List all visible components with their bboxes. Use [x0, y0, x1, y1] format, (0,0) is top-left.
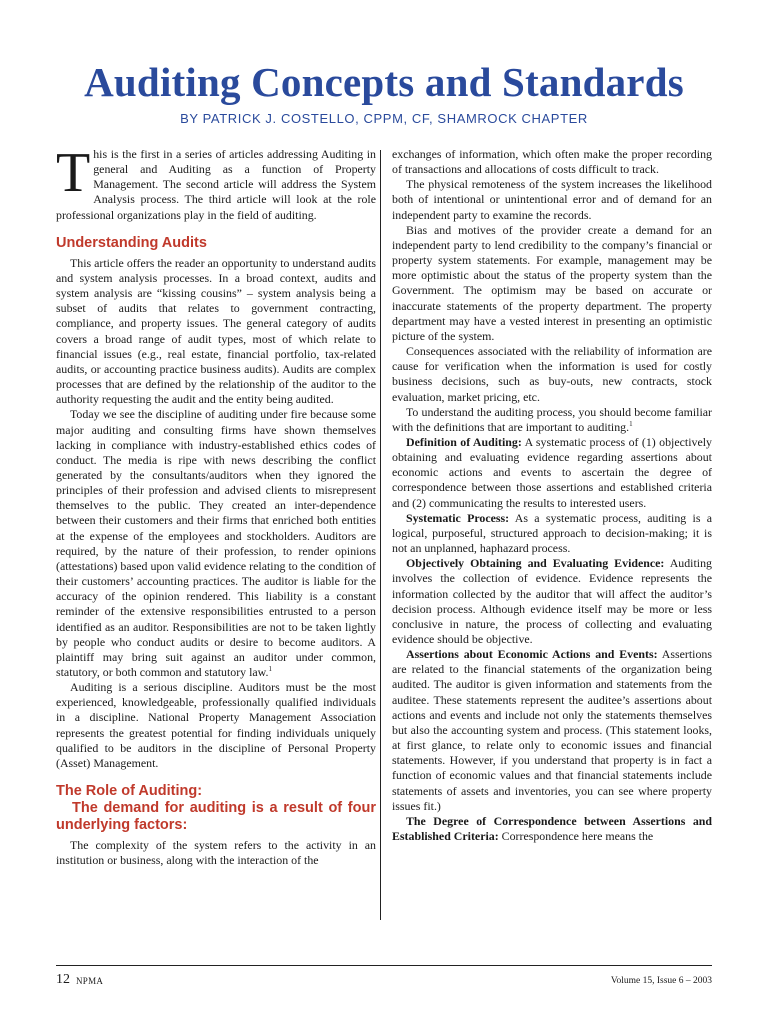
paragraph — [392, 405, 712, 435]
volume-issue: Volume 15, Issue 6 – 2003 — [610, 976, 712, 986]
paragraph: exchanges of information, which often make the proper recording of transactions and allocations of costs difficult to track. — [392, 147, 712, 177]
paragraph — [56, 407, 376, 680]
paragraph: This article offers the reader an opportunity to understand audits and system analysis processes. In a broad context, audits and system analysis are “kissing cousins” – system analysis being a subset of audits that relates to government contracting, compliance, and property issues. The general category of audits covers a broad range of audit types, most of which relate to financial issues (e.g., real estate, financial portfolio, tax-related audits, or accounting practice business audits). Audits are complex processes that are defined by the relationship of the auditor to the authority requesting the audit and the entity being audited. — [56, 255, 376, 407]
definition-term: Assertions about Economic Actions and Events: — [406, 647, 658, 662]
left-column — [56, 147, 376, 922]
byline: BY PATRICK J. COSTELLO, CPPM, CF, SHAMROCK CHAPTER — [180, 111, 588, 126]
page-number: 12 — [56, 972, 70, 987]
paragraph: Auditing is a serious discipline. Auditors must be the most experienced, knowledgeable, professionally qualified individuals in a discipline. National Property Management Association represents the greatest potential for finding individuals uniquely qualified to be auditors in the discipline of Personal Property (Asset) Management. — [56, 680, 376, 770]
right-column — [392, 147, 712, 922]
definition-correspondence — [392, 814, 712, 844]
definition-term: Objectively Obtaining and Evaluating Evidence: — [406, 556, 665, 571]
section-heading-understanding-audits: Understanding Audits — [56, 234, 207, 251]
definition-text: Correspondence here means the — [498, 829, 654, 844]
article-title: Auditing Concepts and Standards — [84, 59, 684, 105]
definition-term: Definition of Auditing: — [406, 434, 522, 449]
paragraph-text: Today we see the discipline of auditing under fire because some major auditing and consulting firms have shown themselves lacking in compliance with industry-established ethics codes of conduct. The media is ripe with news describing the conflict generated by the consultants/auditors when they ignored the principles of their profession and advised clients to misrepresent themselves to the public. They created an inter-dependence between their customers and their firms that enriched both entities at the expense of the employees and stockholders. Auditors are required, by the nature of their profession, to render opinions (attestations) based upon valid evidence relating to the condition of their customers’ accounting practices. The auditor is liable for the accuracy of the opinion rendered. This liability is a constant reminder of the extensive responsibilities entrusted to a person identified as an auditor. Responsibilities are not to be taken lightly by people who conduct audits or desire to become auditors. A plaintiff may bring suit against an auditor under common, statutory, or both common and statutory law. — [56, 407, 376, 679]
definition-assertions — [392, 647, 712, 814]
definition-auditing — [392, 435, 712, 511]
section-heading-text: The Role of Auditing: — [56, 783, 203, 800]
footer-divider — [56, 965, 712, 966]
paragraph: Bias and motives of the provider create a demand for an independent party to lend credibility to the company’s financial or property system statements. For example, management may be more optimistic about the status of the property system than the Government. The optimism may be based on accurate or inaccurate statements of the property department. The property department may have a vested interest in presenting an optimistic picture of the system. — [392, 222, 712, 343]
definition-term: The Degree of Correspondence between Assertions and Established Criteria: — [392, 813, 712, 844]
section-heading-role-of-auditing — [56, 783, 376, 834]
footnote-ref: 1 — [629, 419, 633, 428]
definition-evidence — [392, 556, 712, 647]
publication-name: NPMA — [76, 976, 104, 986]
paragraph-text: To understand the auditing process, you should become familiar with the definitions that are important to auditing. — [392, 404, 712, 434]
paragraph: Consequences associated with the reliability of information are cause for verification when the information is used for costly business decisions, such as buy-outs, new contracts, stock evaluation, market pricing, etc. — [392, 344, 712, 404]
definition-systematic-process — [392, 511, 712, 556]
definition-term: Systematic Process: — [406, 510, 510, 525]
definition-text: A systematic process of (1) objectively obtaining and evaluating evidence regarding assertions about economic actions and events to ascertain the degree of correspondence between those assertions and established criteria and (2) communicating the results to interested users. — [392, 434, 712, 510]
intro-text: his is the first in a series of articles addressing Auditing in general and Auditing as a function of Property Management. The second article will address the System Analysis process. The third article will look at the role professional organizations play in the field of auditing. — [56, 147, 376, 222]
footnote-ref: 1 — [268, 665, 272, 674]
drop-cap: T — [56, 147, 91, 204]
section-subheading: The demand for auditing is a result of four underlying factors: — [56, 800, 376, 834]
definition-text: As a systematic process, auditing is a logical, purposeful, structured approach to decision-making; it is not an unplanned, haphazard process. — [392, 510, 712, 556]
column-divider — [380, 150, 381, 920]
paragraph: The complexity of the system refers to the activity in an institution or business, along with the interaction of the — [56, 838, 376, 868]
intro-paragraph — [56, 147, 376, 223]
paragraph: The physical remoteness of the system increases the likelihood both of intentional or unintentional error and of demand for an independent party to examine the records. — [392, 177, 712, 222]
definition-text: Assertions are related to the financial statements of the organization being audited. The auditor is given information and statements from the auditee. These statements represent the auditee’s assertions about actions and events and include not only the statements themselves but also the accounting system and process. (This statement looks, at first glance, to relate only to economic issues and financial statements. However, if you understand that property is in fact a function of economic values and that financial statements include statements of assets and inventories, you can see where property issues fit.) — [392, 647, 712, 813]
definition-text: Auditing involves the collection of evidence. Evidence represents the information collected by the auditor that will affect the auditor’s decision process. Although evidence itself may be more or less conclusive in nature, the process of collecting and evaluating evidence should be objective. — [392, 556, 712, 646]
